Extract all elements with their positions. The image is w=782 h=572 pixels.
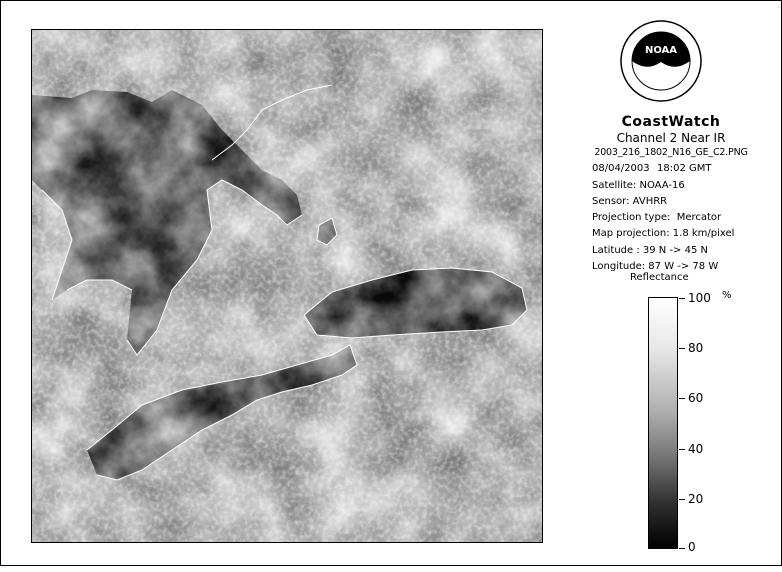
tick-label-60: 60	[688, 391, 704, 405]
channel-subtitle: Channel 2 Near IR	[616, 131, 726, 145]
satellite-image[interactable]	[31, 29, 543, 543]
info-panel	[560, 114, 782, 158]
legend-title: Reflectance	[630, 272, 689, 283]
logo-text: NOAA	[644, 45, 678, 56]
satellite-label: Satellite: NOAA-16	[592, 180, 685, 191]
time-label: 18:02 GMT	[657, 163, 712, 174]
reflectance-colorbar	[648, 297, 678, 549]
tick-label-0: 0	[688, 540, 696, 554]
tick-label-20: 20	[688, 492, 704, 506]
satellite-map-svg	[32, 30, 542, 542]
product-title: CoastWatch	[621, 114, 721, 130]
colorbar-tick	[679, 548, 685, 549]
colorbar-tick	[679, 449, 685, 450]
latitude-label: Latitude : 39 N -> 45 N	[592, 245, 708, 256]
sensor-label: Sensor: AVHRR	[592, 196, 668, 207]
colorbar-tick	[679, 499, 685, 500]
cloud-cover	[32, 30, 542, 542]
colorbar-tick	[679, 398, 685, 399]
tick-label-80: 80	[688, 341, 704, 355]
tick-label-100: 100	[688, 291, 711, 305]
legend-unit: %	[722, 290, 732, 301]
colorbar-tick	[679, 348, 685, 349]
projection-type-label: Projection type: Mercator	[592, 212, 722, 223]
noaa-logo	[620, 20, 702, 102]
date-label: 08/04/2003	[592, 163, 650, 174]
tick-label-40: 40	[688, 442, 704, 456]
longitude-label: Longitude: 87 W -> 78 W	[592, 261, 719, 272]
colorbar-tick	[679, 298, 685, 299]
map-projection-label: Map projection: 1.8 km/pixel	[592, 228, 735, 239]
image-filename: 2003_216_1802_N16_GE_C2.PNG	[594, 147, 748, 158]
